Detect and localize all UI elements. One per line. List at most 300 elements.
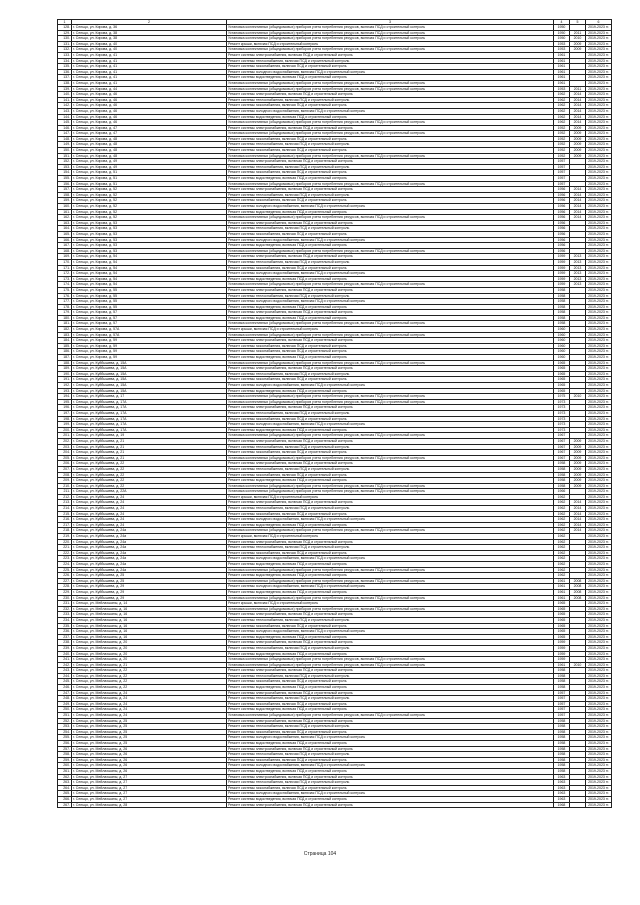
row-planned-period: 2019-2023 гг. bbox=[586, 108, 612, 114]
row-number: 243. bbox=[58, 668, 72, 674]
row-work-type: Установка коллективных (общедомовых) приборов учета потребления ресурсов, включая ПСД и строительный контроль bbox=[227, 483, 554, 489]
row-planned-period: 2019-2023 гг. bbox=[586, 444, 612, 450]
row-number: 144. bbox=[58, 114, 72, 120]
row-year-built: 1956 bbox=[554, 209, 570, 215]
row-address: г. Сельцо, ул. Кирова, д. 38 bbox=[72, 30, 227, 36]
row-number: 194. bbox=[58, 394, 72, 400]
row-work-type: Установка коллективных (общедомовых) приборов учета потребления ресурсов, включая ПСД и строительный контроль bbox=[227, 332, 554, 338]
page-footer: Страница 104 bbox=[303, 851, 337, 857]
row-address: г. Сельцо, ул. Кирова, д. 46 bbox=[72, 103, 227, 109]
row-work-type: Ремонт системы водоотведения, включая ПСД и строительный контроль bbox=[227, 114, 554, 120]
row-work-type: Ремонт системы газоснабжения, включая ПСД и строительный контроль bbox=[227, 377, 554, 383]
row-year-last-repair: 2014 bbox=[570, 97, 586, 103]
row-planned-period: 2019-2023 гг. bbox=[586, 634, 612, 640]
row-planned-period: 2019-2023 гг. bbox=[586, 388, 612, 394]
row-year-built: 1959 bbox=[554, 651, 570, 657]
row-planned-period: 2019-2023 гг. bbox=[586, 438, 612, 444]
row-planned-period: 2019-2023 гг. bbox=[586, 640, 612, 646]
row-address: г. Сельцо, ул. Куйбышева, д. 24а bbox=[72, 550, 227, 556]
row-year-built: 1962 bbox=[554, 506, 570, 512]
row-year-built: 1965 bbox=[554, 617, 570, 623]
row-planned-period: 2019-2023 гг. bbox=[586, 651, 612, 657]
row-year-built: 1956 bbox=[554, 243, 570, 249]
row-address: г. Сельцо, ул. Кирова, д. 47 bbox=[72, 125, 227, 131]
row-address: г. Сельцо, ул. Куйбышева, д. 21 bbox=[72, 444, 227, 450]
row-work-type: Ремонт системы теплоснабжения, включая ПСД и строительный контроль bbox=[227, 780, 554, 786]
row-planned-period: 2019-2023 гг. bbox=[586, 757, 612, 763]
row-number: 177. bbox=[58, 299, 72, 305]
row-work-type: Установка коллективных (общедомовых) приборов учета потребления ресурсов, включая ПСД и строительный контроль bbox=[227, 360, 554, 366]
row-year-last-repair: 2014 bbox=[570, 103, 586, 109]
row-number: 241. bbox=[58, 657, 72, 663]
row-planned-period: 2019-2023 гг. bbox=[586, 125, 612, 131]
row-year-built: 1960 bbox=[554, 355, 570, 361]
row-address: г. Сельцо, ул. Мейлахшаны, д. 16 bbox=[72, 629, 227, 635]
row-address: г. Сельцо, ул. Мейлахшаны, д. 20 bbox=[72, 645, 227, 651]
row-number: 219. bbox=[58, 534, 72, 540]
row-work-type: Установка коллективных (общедомовых) приборов учета потребления ресурсов, включая ПСД и строительный контроль bbox=[227, 606, 554, 612]
row-address: г. Сельцо, ул. Кирова, д. 52 bbox=[72, 209, 227, 215]
row-year-built: 1952 bbox=[554, 153, 570, 159]
row-number: 151. bbox=[58, 153, 72, 159]
row-year-built: 1950 bbox=[554, 36, 570, 42]
row-year-built: 1958 bbox=[554, 287, 570, 293]
row-planned-period: 2019-2023 гг. bbox=[586, 360, 612, 366]
row-number: 176. bbox=[58, 293, 72, 299]
row-address: г. Сельцо, ул. Мейлахшаны, д. 26 bbox=[72, 768, 227, 774]
row-address: г. Сельцо, ул. Кирова, д. 52 bbox=[72, 204, 227, 210]
row-address: г. Сельцо, ул. Куйбышева, д. 15А bbox=[72, 377, 227, 383]
row-year-last-repair: 2009 bbox=[570, 455, 586, 461]
row-work-type: Ремонт системы электроснабжения, включая ПСД и строительный контроль bbox=[227, 254, 554, 260]
row-planned-period: 2019-2023 гг. bbox=[586, 768, 612, 774]
row-year-built: 1958 bbox=[554, 741, 570, 747]
row-year-last-repair: 2009 bbox=[570, 450, 586, 456]
row-number: 169. bbox=[58, 254, 72, 260]
row-planned-period: 2019-2023 гг. bbox=[586, 148, 612, 154]
row-address: г. Сельцо, ул. Кирова, д. 55 bbox=[72, 287, 227, 293]
row-planned-period: 2019-2023 гг. bbox=[586, 405, 612, 411]
row-year-built: 1957 bbox=[554, 690, 570, 696]
row-work-type: Ремонт системы теплоснабжения, включая ПСД и строительный контроль bbox=[227, 142, 554, 148]
row-work-type: Ремонт системы холодного водоснабжения, включая ПСД и строительный контроль bbox=[227, 763, 554, 769]
row-address: г. Сельцо, ул. Мейлахшаны, д. 26 bbox=[72, 752, 227, 758]
row-year-built: 1962 bbox=[554, 108, 570, 114]
row-planned-period: 2019-2023 гг. bbox=[586, 617, 612, 623]
row-work-type: Ремонт системы электроснабжения, включая ПСД и строительный контроль bbox=[227, 125, 554, 131]
row-year-built: 1958 bbox=[554, 310, 570, 316]
row-year-last-repair: 2014 bbox=[570, 114, 586, 120]
row-planned-period: 2019-2023 гг. bbox=[586, 450, 612, 456]
row-number: 250. bbox=[58, 707, 72, 713]
table-row bbox=[58, 802, 612, 808]
row-year-built: 1961 bbox=[554, 52, 570, 58]
row-year-built: 1960 bbox=[554, 327, 570, 333]
row-address: г. Сельцо, ул. Кирова, д. 53 bbox=[72, 243, 227, 249]
row-number: 148. bbox=[58, 136, 72, 142]
row-year-built: 1961 bbox=[554, 64, 570, 70]
row-address: г. Сельцо, ул. Кирова, д. 57А bbox=[72, 332, 227, 338]
row-year-last-repair: 2013 bbox=[570, 259, 586, 265]
row-number: 171. bbox=[58, 265, 72, 271]
row-work-type: Ремонт системы теплоснабжения, включая ПСД и строительный контроль bbox=[227, 226, 554, 232]
row-work-type: Ремонт системы теплоснабжения, включая ПСД и строительный контроль bbox=[227, 466, 554, 472]
row-work-type: Ремонт системы электроснабжения, включая ПСД и строительный контроль bbox=[227, 159, 554, 165]
row-planned-period: 2019-2023 гг. bbox=[586, 159, 612, 165]
row-number: 226. bbox=[58, 573, 72, 579]
row-work-type: Ремонт системы электроснабжения, включая ПСД и строительный контроль bbox=[227, 187, 554, 193]
row-work-type: Ремонт крыши, включая ПСД и строительный контроль bbox=[227, 601, 554, 607]
row-year-built: 1962 bbox=[554, 120, 570, 126]
row-address: г. Сельцо, ул. Кирова, д. 40 bbox=[72, 47, 227, 53]
row-address: г. Сельцо, ул. Куйбышева, д. 17А bbox=[72, 427, 227, 433]
row-work-type: Ремонт системы водоотведения, включая ПСД и строительный контроль bbox=[227, 768, 554, 774]
row-number: 223. bbox=[58, 556, 72, 562]
row-number: 155. bbox=[58, 176, 72, 182]
row-planned-period: 2019-2023 гг. bbox=[586, 511, 612, 517]
row-address: г. Сельцо, ул. Кирова, д. 59 bbox=[72, 355, 227, 361]
row-address: г. Сельцо, ул. Кирова, д. 52 bbox=[72, 187, 227, 193]
row-planned-period: 2019-2023 гг. bbox=[586, 528, 612, 534]
row-planned-period: 2019-2023 гг. bbox=[586, 774, 612, 780]
row-address: г. Сельцо, ул. Кирова, д. 44 bbox=[72, 86, 227, 92]
row-planned-period: 2019-2023 гг. bbox=[586, 254, 612, 260]
row-work-type: Установка коллективных (общедомовых) приборов учета потребления ресурсов, включая ПСД и строительный контроль bbox=[227, 567, 554, 573]
row-year-built: 1953 bbox=[554, 41, 570, 47]
row-number: 202. bbox=[58, 438, 72, 444]
row-number: 214. bbox=[58, 506, 72, 512]
row-year-last-repair: 2009 bbox=[570, 466, 586, 472]
row-year-last-repair: 2014 bbox=[570, 522, 586, 528]
row-address: г. Сельцо, ул. Мейлахшаны, д. 26 bbox=[72, 757, 227, 763]
row-year-built: 1973 bbox=[554, 405, 570, 411]
row-work-type: Установка коллективных (общедомовых) приборов учета потребления ресурсов, включая ПСД и строительный контроль bbox=[227, 455, 554, 461]
row-year-last-repair: 2014 bbox=[570, 528, 586, 534]
row-planned-period: 2019-2023 гг. bbox=[586, 657, 612, 663]
row-address: г. Сельцо, ул. Кирова, д. 41 bbox=[72, 58, 227, 64]
row-address: г. Сельцо, ул. Куйбышева, д. 21 bbox=[72, 438, 227, 444]
row-planned-period: 2019-2023 гг. bbox=[586, 696, 612, 702]
row-year-built: 1958 bbox=[554, 768, 570, 774]
row-planned-period: 2019-2023 гг. bbox=[586, 120, 612, 126]
row-number: 182. bbox=[58, 327, 72, 333]
row-planned-period: 2019-2023 гг. bbox=[586, 573, 612, 579]
row-address: г. Сельцо, ул. Мейлахшаны, д. 16 bbox=[72, 617, 227, 623]
row-year-last-repair: 2009 bbox=[570, 131, 586, 137]
row-year-last-repair: 2009 bbox=[570, 148, 586, 154]
row-work-type: Ремонт системы холодного водоснабжения, включая ПСД и строительный контроль bbox=[227, 517, 554, 523]
row-year-built: 1962 bbox=[554, 556, 570, 562]
row-address: г. Сельцо, ул. Куйбышева, д. 22 bbox=[72, 478, 227, 484]
row-number: 153. bbox=[58, 164, 72, 170]
row-planned-period: 2019-2023 гг. bbox=[586, 25, 612, 31]
row-work-type: Ремонт системы газоснабжения, включая ПСД и строительный контроль bbox=[227, 265, 554, 271]
row-work-type: Ремонт системы холодного водоснабжения, включая ПСД и строительный контроль bbox=[227, 629, 554, 635]
row-year-built: 1961 bbox=[554, 589, 570, 595]
row-planned-period: 2019-2023 гг. bbox=[586, 383, 612, 389]
row-number: 206. bbox=[58, 461, 72, 467]
row-planned-period: 2019-2023 гг. bbox=[586, 142, 612, 148]
row-number: 174. bbox=[58, 282, 72, 288]
row-address: г. Сельцо, ул. Мейлахшаны, д. 25 bbox=[72, 729, 227, 735]
row-number: 266. bbox=[58, 796, 72, 802]
row-address: г. Сельцо, ул. Кирова, д. 46 bbox=[72, 114, 227, 120]
row-year-built: 1962 bbox=[554, 573, 570, 579]
row-number: 261. bbox=[58, 768, 72, 774]
col-5-number: 5 bbox=[570, 20, 586, 25]
row-work-type: Ремонт системы водоотведения, включая ПСД и строительный контроль bbox=[227, 315, 554, 321]
capital-repair-table bbox=[57, 19, 612, 808]
row-planned-period: 2019-2023 гг. bbox=[586, 752, 612, 758]
row-number: 221. bbox=[58, 545, 72, 551]
row-year-built: 1957 bbox=[554, 713, 570, 719]
row-address: г. Сельцо, ул. Куйбышева, д. 17А bbox=[72, 422, 227, 428]
row-planned-period: 2019-2023 гг. bbox=[586, 64, 612, 70]
row-year-last-repair: 2014 bbox=[570, 517, 586, 523]
row-number: 262. bbox=[58, 774, 72, 780]
row-number: 179. bbox=[58, 310, 72, 316]
row-number: 160. bbox=[58, 204, 72, 210]
row-year-built: 1959 bbox=[554, 640, 570, 646]
row-planned-period: 2019-2023 гг. bbox=[586, 478, 612, 484]
row-year-last-repair: 2009 bbox=[570, 41, 586, 47]
row-year-built: 1961 bbox=[554, 69, 570, 75]
row-year-built: 1960 bbox=[554, 332, 570, 338]
row-year-last-repair: 2008 bbox=[570, 584, 586, 590]
row-planned-period: 2019-2023 гг. bbox=[586, 500, 612, 506]
row-number: 197. bbox=[58, 410, 72, 416]
row-number: 133. bbox=[58, 52, 72, 58]
row-year-built: 1958 bbox=[554, 673, 570, 679]
row-address: г. Сельцо, ул. Кирова, д. 38 bbox=[72, 36, 227, 42]
row-year-built: 1959 bbox=[554, 282, 570, 288]
row-number: 173. bbox=[58, 276, 72, 282]
row-planned-period: 2019-2023 гг. bbox=[586, 30, 612, 36]
row-work-type: Ремонт системы теплоснабжения, включая ПСД и строительный контроль bbox=[227, 673, 554, 679]
row-year-built: 1961 bbox=[554, 662, 570, 668]
row-number: 167. bbox=[58, 243, 72, 249]
row-address: г. Сельцо, ул. Куйбышева, д. 29 bbox=[72, 589, 227, 595]
row-planned-period: 2019-2023 гг. bbox=[586, 41, 612, 47]
row-planned-period: 2019-2023 гг. bbox=[586, 539, 612, 545]
row-planned-period: 2019-2023 гг. bbox=[586, 506, 612, 512]
row-year-built: 1960 bbox=[554, 343, 570, 349]
row-work-type: Установка коллективных (общедомовых) приборов учета потребления ресурсов, включая ПСД и строительный контроль bbox=[227, 595, 554, 601]
row-number: 149. bbox=[58, 142, 72, 148]
row-number: 205. bbox=[58, 455, 72, 461]
row-work-type: Ремонт системы электроснабжения, включая ПСД и строительный контроль bbox=[227, 287, 554, 293]
row-work-type: Установка коллективных (общедомовых) приборов учета потребления ресурсов, включая ПСД и строительный контроль bbox=[227, 248, 554, 254]
row-number: 152. bbox=[58, 159, 72, 165]
row-address: г. Сельцо, ул. Мейлахшаны, д. 28 bbox=[72, 802, 227, 808]
row-number: 190. bbox=[58, 371, 72, 377]
row-year-built: 1956 bbox=[554, 187, 570, 193]
row-address: г. Сельцо, ул. Мейлахшаны, д. 22 bbox=[72, 679, 227, 685]
row-year-built: 1956 bbox=[554, 215, 570, 221]
row-planned-period: 2019-2023 гг. bbox=[586, 52, 612, 58]
row-planned-period: 2019-2023 гг. bbox=[586, 791, 612, 797]
row-year-built: 1962 bbox=[554, 103, 570, 109]
row-number: 230. bbox=[58, 595, 72, 601]
row-number: 210. bbox=[58, 483, 72, 489]
row-year-built: 1958 bbox=[554, 718, 570, 724]
row-address: г. Сельцо, ул. Мейлахшаны, д. 24 bbox=[72, 696, 227, 702]
row-planned-period: 2019-2023 гг. bbox=[586, 265, 612, 271]
row-year-last-repair: 2011 bbox=[570, 30, 586, 36]
row-number: 267. bbox=[58, 802, 72, 808]
row-planned-period: 2019-2023 гг. bbox=[586, 271, 612, 277]
row-work-type: Ремонт системы электроснабжения, включая ПСД и строительный контроль bbox=[227, 52, 554, 58]
row-planned-period: 2019-2023 гг. bbox=[586, 355, 612, 361]
row-number: 220. bbox=[58, 539, 72, 545]
row-address: г. Сельцо, ул. Куйбышева, д. 17А bbox=[72, 410, 227, 416]
row-number: 248. bbox=[58, 696, 72, 702]
row-address: г. Сельцо, ул. Куйбышева, д. 21 bbox=[72, 455, 227, 461]
row-address: г. Сельцо, ул. Мейлахшаны, д. 25 bbox=[72, 724, 227, 730]
row-number: 189. bbox=[58, 366, 72, 372]
row-address: г. Сельцо, ул. Куйбышева, д. 24а bbox=[72, 545, 227, 551]
row-address: г. Сельцо, ул. Мейлахшаны, д. 14 bbox=[72, 601, 227, 607]
row-number: 196. bbox=[58, 405, 72, 411]
row-year-last-repair: 2014 bbox=[570, 204, 586, 210]
row-planned-period: 2019-2023 гг. bbox=[586, 629, 612, 635]
row-number: 158. bbox=[58, 192, 72, 198]
row-address: г. Сельцо, ул. Мейлахшаны, д. 22 bbox=[72, 668, 227, 674]
row-year-last-repair bbox=[570, 802, 586, 808]
row-address: г. Сельцо, ул. Куйбышева, д. 24 bbox=[72, 511, 227, 517]
row-address: г. Сельцо, ул. Мейлахшаны, д. 16 bbox=[72, 606, 227, 612]
row-year-last-repair: 2014 bbox=[570, 511, 586, 517]
row-work-type: Ремонт системы электроснабжения, включая ПСД и строительный контроль bbox=[227, 405, 554, 411]
row-year-built: 1967 bbox=[554, 450, 570, 456]
row-planned-period: 2019-2023 гг. bbox=[586, 489, 612, 495]
row-work-type: Ремонт системы теплоснабжения, включая ПСД и строительный контроль bbox=[227, 506, 554, 512]
row-planned-period: 2019-2023 гг. bbox=[586, 153, 612, 159]
row-planned-period: 2019-2023 гг. bbox=[586, 338, 612, 344]
row-year-last-repair: 2009 bbox=[570, 461, 586, 467]
row-work-type: Ремонт системы газоснабжения, включая ПСД и строительный контроль bbox=[227, 64, 554, 70]
row-year-built: 1957 bbox=[554, 707, 570, 713]
row-year-built: 1958 bbox=[554, 315, 570, 321]
row-planned-period: 2019-2023 гг. bbox=[586, 612, 612, 618]
row-year-built: 1963 bbox=[554, 780, 570, 786]
row-address: г. Сельцо, ул. Кирова, д. 52 bbox=[72, 198, 227, 204]
row-work-type: Ремонт системы холодного водоснабжения, включая ПСД и строительный контроль bbox=[227, 108, 554, 114]
row-year-built: 1958 bbox=[554, 304, 570, 310]
row-work-type: Установка коллективных (общедомовых) приборов учета потребления ресурсов, включая ПСД и строительный контроль bbox=[227, 30, 554, 36]
row-address: г. Сельцо, ул. Кирова, д. 54 bbox=[72, 259, 227, 265]
row-number: 134. bbox=[58, 58, 72, 64]
row-number: 129. bbox=[58, 30, 72, 36]
row-planned-period: 2019-2023 гг. bbox=[586, 58, 612, 64]
row-number: 247. bbox=[58, 690, 72, 696]
col-4-number: 4 bbox=[554, 20, 570, 25]
row-planned-period: 2019-2023 гг. bbox=[586, 80, 612, 86]
row-number: 213. bbox=[58, 500, 72, 506]
row-year-built: 1961 bbox=[554, 595, 570, 601]
row-number: 228. bbox=[58, 584, 72, 590]
row-year-built: 1962 bbox=[554, 550, 570, 556]
row-year-last-repair: 2014 bbox=[570, 187, 586, 193]
row-address: г. Сельцо, ул. Куйбышева, д. 17А bbox=[72, 416, 227, 422]
row-number: 218. bbox=[58, 528, 72, 534]
row-number: 157. bbox=[58, 187, 72, 193]
row-work-type: Установка коллективных (общедомовых) приборов учета потребления ресурсов, включая ПСД и строительный контроль bbox=[227, 36, 554, 42]
row-work-type: Установка коллективных (общедомовых) приборов учета потребления ресурсов, включая ПСД и строительный контроль bbox=[227, 321, 554, 327]
row-number: 255. bbox=[58, 735, 72, 741]
row-year-built: 1962 bbox=[554, 500, 570, 506]
row-work-type: Ремонт системы водоотведения, включая ПСД и строительный контроль bbox=[227, 209, 554, 215]
row-work-type: Установка коллективных (общедомовых) приборов учета потребления ресурсов, включая ПСД и строительный контроль bbox=[227, 433, 554, 439]
row-address: г. Сельцо, ул. Кирова, д. 54 bbox=[72, 265, 227, 271]
row-work-type: Ремонт системы теплоснабжения, включая ПСД и строительный контроль bbox=[227, 444, 554, 450]
row-number: 240. bbox=[58, 651, 72, 657]
row-year-built: 1973 bbox=[554, 399, 570, 405]
row-planned-period: 2019-2023 гг. bbox=[586, 690, 612, 696]
row-work-type: Ремонт системы холодного водоснабжения, включая ПСД и строительный контроль bbox=[227, 271, 554, 277]
row-year-built: 1956 bbox=[554, 226, 570, 232]
row-planned-period: 2019-2023 гг. bbox=[586, 556, 612, 562]
row-work-type: Ремонт системы водоотведения, включая ПСД и строительный контроль bbox=[227, 522, 554, 528]
row-work-type: Ремонт системы газоснабжения, включая ПСД и строительный контроль bbox=[227, 450, 554, 456]
row-number: 265. bbox=[58, 791, 72, 797]
row-address: г. Сельцо, ул. Кирова, д. 55 bbox=[72, 304, 227, 310]
row-address: г. Сельцо, ул. Мейлахшаны, д. 25 bbox=[72, 718, 227, 724]
row-work-type: Установка коллективных (общедомовых) приборов учета потребления ресурсов, включая ПСД и строительный контроль bbox=[227, 181, 554, 187]
row-year-built: 1961 bbox=[554, 80, 570, 86]
row-year-built: 1952 bbox=[554, 148, 570, 154]
row-year-last-repair: 2014 bbox=[570, 92, 586, 98]
row-address: г. Сельцо, ул. Кирова, д. 59 bbox=[72, 349, 227, 355]
row-address: г. Сельцо, ул. Мейлахшаны, д. 16 bbox=[72, 612, 227, 618]
row-planned-period: 2019-2023 гг. bbox=[586, 293, 612, 299]
row-planned-period: 2019-2023 гг. bbox=[586, 735, 612, 741]
row-planned-period: 2019-2023 гг. bbox=[586, 802, 612, 808]
row-year-built: 1966 bbox=[554, 489, 570, 495]
row-work-type: Установка коллективных (общедомовых) приборов учета потребления ресурсов, включая ПСД и строительный контроль bbox=[227, 394, 554, 400]
row-planned-period: 2019-2023 гг. bbox=[586, 92, 612, 98]
row-number: 163. bbox=[58, 220, 72, 226]
row-work-type: Ремонт системы электроснабжения, включая ПСД и строительный контроль bbox=[227, 438, 554, 444]
row-address: г. Сельцо, ул. Мейлахшаны, д. 22 bbox=[72, 673, 227, 679]
row-year-built: 1962 bbox=[554, 114, 570, 120]
row-work-type: Ремонт системы водоотведения, включая ПСД и строительный контроль bbox=[227, 276, 554, 282]
row-work-type: Ремонт системы газоснабжения, включая ПСД и строительный контроль bbox=[227, 136, 554, 142]
row-address: г. Сельцо, ул. Кирова, д. 57 bbox=[72, 310, 227, 316]
row-address: г. Сельцо, ул. Куйбышева, д. 17А bbox=[72, 399, 227, 405]
row-planned-period: 2019-2023 гг. bbox=[586, 170, 612, 176]
row-year-built: 1963 bbox=[554, 796, 570, 802]
row-work-type: Ремонт системы водоотведения, включая ПСД и строительный контроль bbox=[227, 685, 554, 691]
row-planned-period: 2019-2023 гг. bbox=[586, 416, 612, 422]
row-planned-period: 2019-2023 гг. bbox=[586, 679, 612, 685]
row-planned-period: 2019-2023 гг. bbox=[586, 673, 612, 679]
row-work-type: Ремонт системы теплоснабжения, включая ПСД и строительный контроль bbox=[227, 410, 554, 416]
row-work-type: Ремонт системы электроснабжения, включая ПСД и строительный контроль bbox=[227, 310, 554, 316]
row-work-type: Ремонт системы водоотведения, включая ПСД и строительный контроль bbox=[227, 796, 554, 802]
row-year-built: 1952 bbox=[554, 131, 570, 137]
row-work-type: Ремонт системы холодного водоснабжения, включая ПСД и строительный контроль bbox=[227, 204, 554, 210]
row-planned-period: 2019-2023 гг. bbox=[586, 662, 612, 668]
row-planned-period: 2019-2023 гг. bbox=[586, 685, 612, 691]
row-year-built: 1962 bbox=[554, 539, 570, 545]
row-number: 253. bbox=[58, 724, 72, 730]
row-work-type: Ремонт системы холодного водоснабжения, включая ПСД и строительный контроль bbox=[227, 69, 554, 75]
row-work-type: Установка коллективных (общедомовых) приборов учета потребления ресурсов, включая ПСД и строительный контроль bbox=[227, 282, 554, 288]
row-planned-period: 2019-2023 гг. bbox=[586, 550, 612, 556]
row-year-last-repair: 2013 bbox=[570, 254, 586, 260]
row-year-built: 1957 bbox=[554, 159, 570, 165]
